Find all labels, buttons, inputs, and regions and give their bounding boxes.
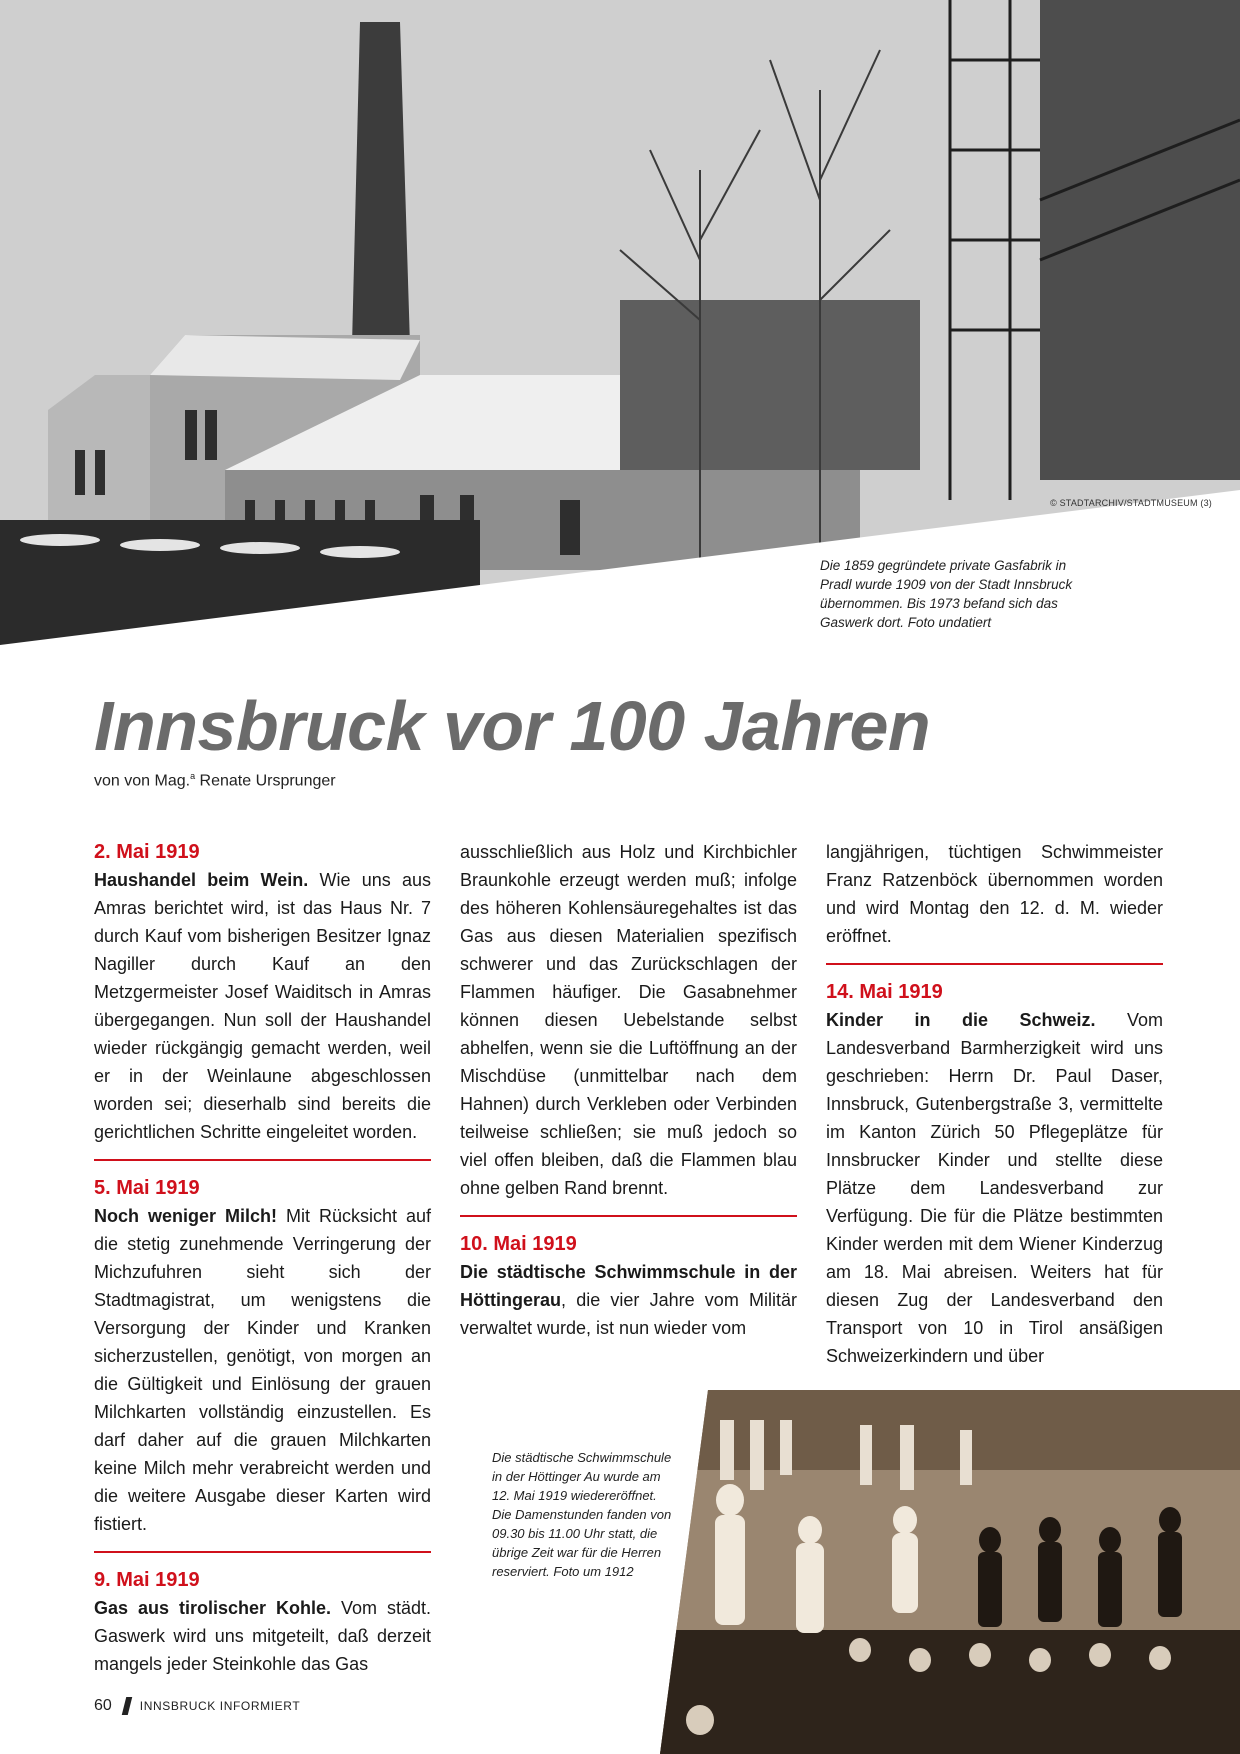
page-footer <box>94 1697 300 1715</box>
entry-lead: Die städtische Schwimmschule in der Höttingerau <box>460 1262 797 1310</box>
article-column-3 <box>826 838 1163 1370</box>
byline <box>94 771 336 790</box>
byline-prefix: von von Mag. <box>94 772 191 790</box>
article-column-1 <box>94 838 431 1678</box>
bottom-photo-caption: Die städtische Schwimmschule in der Höttinger Au wurde am 12. Mai 1919 wiedereröffnet. Die Damenstunden fanden von 09.30 bis 11.00 Uhr statt, die übrige Zeit war für die Herren reserviert. Foto um 1912 <box>492 1450 672 1579</box>
entry-lead: Noch weniger Milch! <box>94 1206 277 1226</box>
entry-body: ausschließlich aus Holz und Kirchbichler Braunkohle erzeugt werden muß; infolge des höheren Kohlensäuregehaltes ist das Gas aus diesen Materialien spezifisch schwerer und das Zurückschlagen der Flammen häufiger. Die Gasabnehmer können diesen Uebelstande selbst abhelfen, wenn sie die Luftöffnung an der Mischdüse (unmittelbar nach dem Hahnen) durch Verkleben oder Verbinden teilweise schließen; sie muß jedoch so viel offen bleiben, daß die Flammen blau ohne gelben Rand brennt. <box>460 842 797 1198</box>
separator-slash-icon <box>122 1697 132 1715</box>
entry-date: 9. Mai 1919 <box>94 1569 200 1591</box>
swimming-school-photo-illustration <box>660 1390 1240 1754</box>
top-photo-caption: Die 1859 gegründete private Gasfabrik in Pradl wurde 1909 von der Stadt Innsbruck übernommen. Bis 1973 befand sich das Gaswerk dort. Foto undatiert <box>820 558 1073 630</box>
entry-text <box>826 1006 1163 1370</box>
entry-text <box>94 1202 431 1538</box>
entry-lead: Gas aus tirolischer Kohle. <box>94 1598 331 1618</box>
entry-body: Wie uns aus Amras berichtet wird, ist das Haus Nr. 7 durch Kauf vom bisherigen Besitzer Ignaz Nagiller durch Kauf an den Metzgermeister Josef Waiditsch in Amras übergegangen. Nun soll der Haushandel wieder rückgängig gemacht werden, weil er in der Weinlaune abgeschlossen worden sei; dieserhalb sind bereits die gerichtlichen Schritte eingeleitet worden. <box>94 870 431 1142</box>
photo-credit: © STADTARCHIV/STADTMUSEUM (3) <box>1050 498 1212 508</box>
entry-text <box>460 1258 797 1342</box>
entry-body: Vom Landesverband Barmherzigkeit wird uns geschrieben: Herrn Dr. Paul Daser, Innsbruck, Gutenbergstraße 3, vermittelte im Kanton Zürich 50 Pflegeplätze für Innsbrucker Kinder und stellte diese Plätze dem Landesverband zur Verfügung. Die für die Plätze bestimmten Kinder werden mit dem Wiener Kinderzug am 18. Mai abreisen. Weiters hat für diesen Zug der Landesverband den Transport von 10 in Tirol ansäßigen Schweizerkindern und über <box>826 1010 1163 1366</box>
entry-date: 14. Mai 1919 <box>826 981 943 1003</box>
entry-date: 2. Mai 1919 <box>94 841 200 863</box>
swimming-school-photo <box>660 1390 1240 1754</box>
entry-lead: Haushandel beim Wein. <box>94 870 309 890</box>
page-number: 60 <box>94 1697 112 1714</box>
entry-body: langjährigen, tüchtigen Schwimmeister Franz Ratzenböck übernommen worden und wird Montag den 12. d. M. wieder eröffnet. <box>826 842 1163 946</box>
section-divider <box>826 963 1163 965</box>
entry-body: , die vier Jahre vom Militär verwaltet wurde, ist nun wieder vom <box>460 1290 797 1338</box>
entry-body: Mit Rücksicht auf die stetig zunehmende Verringerung der Michzufuhren sieht sich der Stadtmagistrat, um wenigstens die Versorgung der Kinder und Kranken sicherzustellen, genötigt, von morgen an die Gültigkeit und Einlösung der grauen Milchkarten vollständig einzustellen. Es darf daher auf die grauen Milchkarten keine Milch mehr verabreicht werden und die weitere Ausgabe dieser Karten wird fistiert. <box>94 1206 431 1534</box>
section-divider <box>94 1551 431 1553</box>
entry-date: 10. Mai 1919 <box>460 1233 577 1255</box>
entry-body: Vom städt. Gaswerk wird uns mitgeteilt, daß derzeit mangels jeder Steinkohle das Gas <box>94 1598 431 1674</box>
entry-lead: Kinder in die Schweiz. <box>826 1010 1096 1030</box>
section-divider <box>460 1215 797 1217</box>
gasworks-photo <box>0 0 1240 645</box>
section-divider <box>94 1159 431 1161</box>
page-title: Innsbruck vor 100 Jahren <box>94 687 931 765</box>
publication-name: INNSBRUCK INFORMIERT <box>139 1699 301 1713</box>
article-column-2 <box>460 838 797 1342</box>
gasworks-photo-illustration <box>0 0 1240 645</box>
entry-date: 5. Mai 1919 <box>94 1177 200 1199</box>
entry-text <box>94 866 431 1146</box>
byline-superscript: a <box>190 771 196 781</box>
entry-text <box>94 1594 431 1678</box>
author-name: Renate Ursprunger <box>199 772 336 790</box>
